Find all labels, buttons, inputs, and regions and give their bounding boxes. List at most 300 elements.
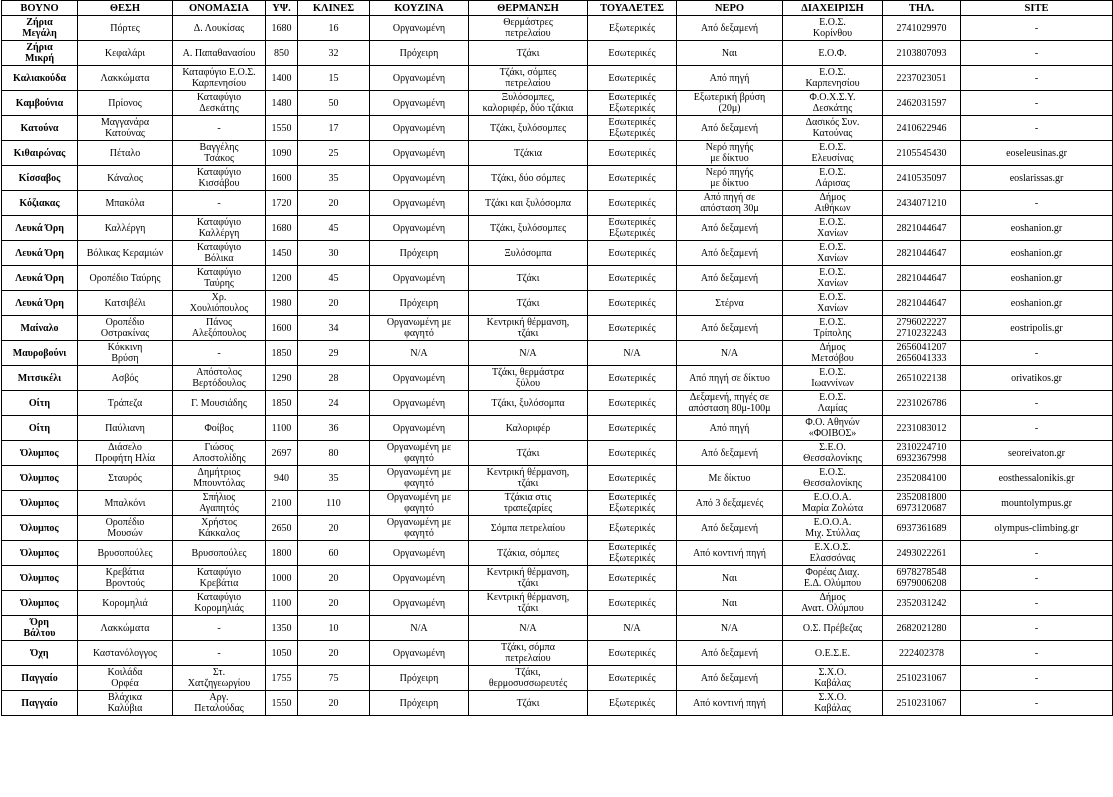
cell-phone xyxy=(883,666,961,691)
cell-position xyxy=(78,516,173,541)
cell-toilets xyxy=(588,491,677,516)
cell-toilets xyxy=(588,341,677,366)
cell-line: Χρ. xyxy=(211,292,227,303)
cell-kitchen xyxy=(370,391,469,416)
cell-line: Εξωτερικές xyxy=(608,522,656,534)
cell-line: Από πηγή xyxy=(709,422,750,434)
cell-name xyxy=(173,541,266,566)
cell-management xyxy=(783,41,883,66)
cell-toilets xyxy=(588,166,677,191)
table-row xyxy=(2,391,1113,416)
cell-altitude xyxy=(266,216,298,241)
cell-line: Οργανωμένη xyxy=(392,597,446,609)
cell-line: Καταφύγιο xyxy=(196,242,242,253)
cell-position xyxy=(78,16,173,41)
header-altitude: ΥΨ. xyxy=(266,1,298,16)
cell-line: Στ. xyxy=(212,667,226,678)
cell-mountain xyxy=(2,466,78,491)
cell-heating xyxy=(469,166,588,191)
cell-line: 1980 xyxy=(271,297,292,309)
cell-line: 2237023051 xyxy=(896,72,947,84)
cell-line: Από δεξαμενή xyxy=(700,522,759,534)
cell-line: eoslarissas.gr xyxy=(1009,172,1064,184)
cell-line: - xyxy=(1034,197,1039,209)
cell-line: Ξυλόσομπες, xyxy=(501,92,555,103)
cell-kitchen xyxy=(370,41,469,66)
cell-mountain xyxy=(2,391,78,416)
cell-heating xyxy=(469,591,588,616)
cell-name xyxy=(173,216,266,241)
cell-line: Βρυσοπούλες xyxy=(97,547,153,559)
cell-line: 2510231067 xyxy=(896,697,947,709)
cell-line: Ο.Σ. Πρέβεζας xyxy=(802,622,863,634)
table-row xyxy=(2,316,1113,341)
cell-line: Εξωτερικές xyxy=(608,228,656,239)
cell-line: φαγητό xyxy=(404,328,434,339)
cell-line: Κάκκαλος xyxy=(198,528,240,539)
cell-line: Κεντρική θέρμανση, xyxy=(486,467,570,478)
cell-line: Οργανωμένη με xyxy=(386,492,452,503)
cell-line: 20 xyxy=(328,597,339,609)
cell-line: 2682021280 xyxy=(896,622,947,634)
cell-line: 1200 xyxy=(271,272,292,284)
cell-water xyxy=(677,191,783,216)
header-kitchen: ΚΟΥΖΙΝΑ xyxy=(370,1,469,16)
cell-line: Τζάκι, σόμπα xyxy=(501,642,555,653)
cell-line: φαγητό xyxy=(404,453,434,464)
cell-line: Μπαλκόνι xyxy=(104,497,146,509)
cell-beds xyxy=(298,141,370,166)
cell-name xyxy=(173,316,266,341)
cell-water xyxy=(677,491,783,516)
cell-management xyxy=(783,66,883,91)
cell-line: Εσωτερικές xyxy=(608,542,656,553)
header-site: SITE xyxy=(961,1,1113,16)
cell-site xyxy=(961,491,1113,516)
cell-line: Δημήτριος xyxy=(197,467,241,478)
cell-line: 6932367998 xyxy=(896,453,947,464)
cell-line: 2310224710 xyxy=(896,442,947,453)
table-row xyxy=(2,566,1113,591)
cell-site xyxy=(961,216,1113,241)
cell-position xyxy=(78,241,173,266)
cell-water xyxy=(677,516,783,541)
cell-line: 20 xyxy=(328,522,339,534)
cell-line: Ε.Ο.Σ. xyxy=(819,467,846,478)
cell-line: Όλυμπος xyxy=(20,597,59,609)
cell-name xyxy=(173,341,266,366)
cell-line: - xyxy=(1034,597,1039,609)
cell-management xyxy=(783,216,883,241)
cell-beds xyxy=(298,366,370,391)
cell-management xyxy=(783,391,883,416)
cell-line: Από δεξαμενή xyxy=(700,322,759,334)
cell-position xyxy=(78,391,173,416)
cell-line: Εσωτερικές xyxy=(608,672,656,684)
cell-line: ξύλου xyxy=(515,378,541,389)
cell-altitude xyxy=(266,141,298,166)
cell-line: 2100 xyxy=(271,497,292,509)
cell-heating xyxy=(469,566,588,591)
cell-line: Από κοντινή πηγή xyxy=(693,697,766,709)
cell-beds xyxy=(298,516,370,541)
cell-site xyxy=(961,541,1113,566)
table-row xyxy=(2,641,1113,666)
table-row xyxy=(2,191,1113,216)
cell-kitchen xyxy=(370,666,469,691)
cell-line: Κεντρική θέρμανση, xyxy=(486,317,570,328)
cell-line: Σ.Χ.Ο. xyxy=(818,692,847,703)
cell-line: Γ. Μουσιάδης xyxy=(191,397,247,409)
cell-line: 1850 xyxy=(271,397,292,409)
table-row xyxy=(2,416,1113,441)
cell-toilets xyxy=(588,16,677,41)
cell-water xyxy=(677,91,783,116)
cell-water xyxy=(677,66,783,91)
cell-line: Οργανωμένη xyxy=(392,547,446,559)
cell-line: 25 xyxy=(328,147,339,159)
cell-beds xyxy=(298,266,370,291)
cell-phone xyxy=(883,691,961,716)
cell-line: Εσωτερικές xyxy=(608,272,656,284)
cell-line: Εσωτερικές xyxy=(608,447,656,459)
cell-line: Σ.Χ.Ο. xyxy=(818,667,847,678)
cell-mountain xyxy=(2,616,78,641)
cell-management xyxy=(783,441,883,466)
cell-line: Κιθαιρώνας xyxy=(13,147,66,159)
cell-line: 20 xyxy=(328,197,339,209)
cell-kitchen xyxy=(370,66,469,91)
cell-line: Δασικός Συν. xyxy=(805,117,860,128)
cell-beds xyxy=(298,91,370,116)
cell-toilets xyxy=(588,41,677,66)
cell-mountain xyxy=(2,491,78,516)
cell-line: Οργανωμένη xyxy=(392,147,446,159)
cell-line: 28 xyxy=(328,372,339,384)
cell-management xyxy=(783,641,883,666)
cell-line: Τζάκι, ξυλόσομπες xyxy=(489,222,567,234)
cell-line: Λαμίας xyxy=(817,403,848,414)
cell-mountain xyxy=(2,691,78,716)
cell-line: 1600 xyxy=(271,172,292,184)
cell-line: eostripolis.gr xyxy=(1010,322,1063,334)
cell-line: φαγητό xyxy=(404,478,434,489)
cell-line: - xyxy=(1034,622,1039,634)
cell-position xyxy=(78,416,173,441)
cell-phone xyxy=(883,591,961,616)
cell-heating xyxy=(469,241,588,266)
cell-line: - xyxy=(217,197,221,209)
cell-line: Τζάκι, ξυλόσομπα xyxy=(491,397,565,409)
cell-line: - xyxy=(217,347,221,359)
cell-position xyxy=(78,191,173,216)
cell-line: Θεσσαλονίκης xyxy=(803,453,862,464)
cell-line: Εσωτερικές xyxy=(608,147,656,159)
cell-line: 34 xyxy=(328,322,339,334)
cell-line: 2651022138 xyxy=(896,372,947,384)
header-water: ΝΕΡΟ xyxy=(677,1,783,16)
cell-water xyxy=(677,541,783,566)
cell-line: Οργανωμένη xyxy=(392,197,446,209)
cell-position xyxy=(78,316,173,341)
cell-line: Οργανωμένη xyxy=(392,422,446,434)
cell-site xyxy=(961,341,1113,366)
cell-altitude xyxy=(266,366,298,391)
cell-line: Εξωτερικές xyxy=(608,103,656,114)
cell-kitchen xyxy=(370,291,469,316)
cell-line: Αργ. xyxy=(209,692,229,703)
cell-line: Καλοριφέρ xyxy=(505,422,551,434)
cell-altitude xyxy=(266,266,298,291)
cell-line: 1680 xyxy=(271,222,292,234)
cell-line: Τζάκι xyxy=(516,47,540,59)
cell-altitude xyxy=(266,416,298,441)
table-row xyxy=(2,666,1113,691)
cell-toilets xyxy=(588,441,677,466)
cell-line: Λάρισας xyxy=(815,178,850,189)
cell-water xyxy=(677,291,783,316)
cell-kitchen xyxy=(370,241,469,266)
cell-kitchen xyxy=(370,216,469,241)
cell-position xyxy=(78,566,173,591)
cell-beds xyxy=(298,566,370,591)
cell-phone xyxy=(883,416,961,441)
cell-line: Χανίων xyxy=(817,278,848,289)
cell-line: Μουσών xyxy=(107,528,143,539)
table-row xyxy=(2,516,1113,541)
cell-site xyxy=(961,191,1113,216)
cell-phone xyxy=(883,516,961,541)
cell-line: Μιτσικέλι xyxy=(17,372,62,384)
table-row xyxy=(2,66,1113,91)
cell-line: Τζάκια xyxy=(513,147,543,159)
cell-water xyxy=(677,141,783,166)
cell-line: Κορομηλιάς xyxy=(194,603,244,614)
cell-management xyxy=(783,191,883,216)
cell-management xyxy=(783,16,883,41)
cell-line: Μαίναλο xyxy=(20,322,59,334)
cell-toilets xyxy=(588,191,677,216)
cell-line: 2352031242 xyxy=(896,597,947,609)
cell-line: Παγγαίο xyxy=(21,697,58,709)
table-row xyxy=(2,466,1113,491)
cell-line: Ε.Ο.Σ. xyxy=(819,217,846,228)
cell-line: 1720 xyxy=(271,197,292,209)
cell-line: Οργανωμένη xyxy=(392,572,446,584)
cell-line: 2352081800 xyxy=(896,492,947,503)
cell-mountain xyxy=(2,541,78,566)
cell-mountain xyxy=(2,116,78,141)
cell-line: Από 3 δεξαμενές xyxy=(695,497,764,509)
cell-line: φαγητό xyxy=(404,503,434,514)
cell-line: Ε.Ο.Σ. xyxy=(819,367,846,378)
cell-line: Εσωτερικές xyxy=(608,92,656,103)
cell-phone xyxy=(883,391,961,416)
cell-mountain xyxy=(2,341,78,366)
cell-line: 36 xyxy=(328,422,339,434)
cell-line: N/A xyxy=(623,347,641,359)
cell-line: eosthessalonikis.gr xyxy=(998,472,1075,484)
cell-heating xyxy=(469,541,588,566)
cell-phone xyxy=(883,141,961,166)
cell-line: Νερό πηγής xyxy=(705,142,754,153)
cell-kitchen xyxy=(370,416,469,441)
cell-beds xyxy=(298,316,370,341)
cell-line: N/A xyxy=(519,347,537,359)
cell-line: Εσωτερικές xyxy=(608,492,656,503)
cell-line: eoshanion.gr xyxy=(1010,222,1063,234)
cell-line: - xyxy=(1034,647,1039,659)
cell-line: Αιθήκων xyxy=(814,203,851,214)
cell-line: - xyxy=(1034,22,1039,34)
cell-line: Κίσσαβος xyxy=(18,172,61,184)
cell-toilets xyxy=(588,666,677,691)
cell-line: Ε.Ο.Σ. xyxy=(819,67,846,78)
cell-line: Σ.Ε.Ο. xyxy=(819,442,846,453)
cell-line: Τζάκι xyxy=(516,447,540,459)
cell-line: Αποστολίδης xyxy=(192,453,246,464)
cell-management xyxy=(783,266,883,291)
cell-line: Πεταλούδας xyxy=(194,703,244,714)
cell-line: - xyxy=(1034,72,1039,84)
cell-beds xyxy=(298,16,370,41)
cell-line: Εσωτερικές xyxy=(608,197,656,209)
cell-kitchen xyxy=(370,191,469,216)
cell-water xyxy=(677,41,783,66)
cell-phone xyxy=(883,116,961,141)
table-row xyxy=(2,291,1113,316)
table-row xyxy=(2,691,1113,716)
header-mountain: ΒΟΥΝΟ xyxy=(2,1,78,16)
cell-line: Καταφύγιο xyxy=(196,267,242,278)
cell-line: 2656041333 xyxy=(896,353,947,364)
cell-toilets xyxy=(588,541,677,566)
cell-toilets xyxy=(588,241,677,266)
cell-line: - xyxy=(1034,697,1039,709)
cell-kitchen xyxy=(370,591,469,616)
cell-line: 6979006208 xyxy=(896,578,947,589)
cell-line: Χατζηγεωργίου xyxy=(187,678,251,689)
cell-altitude xyxy=(266,516,298,541)
cell-line: Οροπέδιο xyxy=(105,517,145,528)
cell-toilets xyxy=(588,466,677,491)
cell-altitude xyxy=(266,616,298,641)
cell-line: 10 xyxy=(328,622,339,634)
cell-line: Κόκκινη xyxy=(107,342,143,353)
cell-line: Τράπεζα xyxy=(107,397,143,409)
cell-line: Ε.Δ. Ολύμπου xyxy=(803,578,862,589)
cell-position xyxy=(78,41,173,66)
cell-line: Οργανωμένη xyxy=(392,647,446,659)
cell-kitchen xyxy=(370,466,469,491)
cell-water xyxy=(677,216,783,241)
cell-kitchen xyxy=(370,166,469,191)
cell-line: Ε.Ο.Ο.Α. xyxy=(813,517,852,528)
cell-site xyxy=(961,66,1113,91)
cell-line: - xyxy=(217,122,221,134)
cell-line: 2821044647 xyxy=(896,272,947,284)
cell-altitude xyxy=(266,691,298,716)
cell-line: Τζάκια στις xyxy=(504,492,552,503)
cell-line: Χρήστος xyxy=(201,517,237,528)
cell-line: 1400 xyxy=(271,72,292,84)
cell-line: Όλυμπος xyxy=(20,547,59,559)
cell-line: 1350 xyxy=(271,622,292,634)
cell-line: Οργανωμένη xyxy=(392,72,446,84)
cell-line: Μαυροβούνι xyxy=(12,347,67,359)
cell-beds xyxy=(298,66,370,91)
cell-water xyxy=(677,566,783,591)
cell-name xyxy=(173,16,266,41)
cell-water xyxy=(677,591,783,616)
cell-line: 1680 xyxy=(271,22,292,34)
cell-phone xyxy=(883,41,961,66)
cell-mountain xyxy=(2,91,78,116)
cell-management xyxy=(783,691,883,716)
cell-altitude xyxy=(266,91,298,116)
cell-line: Λευκά Όρη xyxy=(15,297,64,309)
cell-kitchen xyxy=(370,341,469,366)
cell-line: Νερό πηγής xyxy=(705,167,754,178)
cell-phone xyxy=(883,441,961,466)
cell-site xyxy=(961,116,1113,141)
cell-line: Από πηγή xyxy=(709,72,750,84)
cell-line: Κατούνα xyxy=(20,122,59,134)
cell-mountain xyxy=(2,316,78,341)
cell-line: N/A xyxy=(410,347,428,359)
cell-line: Καβάλας xyxy=(814,703,851,714)
cell-line: Οργανωμένη με xyxy=(386,517,452,528)
cell-line: Ιωαννίνων xyxy=(811,378,854,389)
cell-water xyxy=(677,366,783,391)
cell-beds xyxy=(298,241,370,266)
header-name: ΟΝΟΜΑΣΙΑ xyxy=(173,1,266,16)
cell-line: Όλυμπος xyxy=(20,572,59,584)
cell-position xyxy=(78,141,173,166)
cell-line: Τζάκι, xyxy=(515,667,541,678)
cell-line: Ε.Ο.Σ. xyxy=(819,267,846,278)
cell-line: Οργανωμένη xyxy=(392,397,446,409)
cell-line: Οστρακίνας xyxy=(100,328,150,339)
cell-kitchen xyxy=(370,491,469,516)
cell-line: Βρύση xyxy=(111,353,139,364)
cell-line: 60 xyxy=(328,547,339,559)
cell-mountain xyxy=(2,266,78,291)
header-beds: ΚΛΙΝΕΣ xyxy=(298,1,370,16)
cell-position xyxy=(78,166,173,191)
cell-toilets xyxy=(588,366,677,391)
cell-management xyxy=(783,316,883,341)
cell-line: θερμοσυσσωρευτές xyxy=(488,678,568,689)
cell-line: Πόρτες xyxy=(110,22,140,34)
cell-line: Ελασσόνας xyxy=(809,553,856,564)
cell-line: Βάλτου xyxy=(23,628,56,639)
cell-line: Τζάκι xyxy=(516,697,540,709)
cell-line: Καταφύγιο xyxy=(196,92,242,103)
cell-site xyxy=(961,241,1113,266)
cell-heating xyxy=(469,266,588,291)
cell-line: Πρόχειρη xyxy=(399,47,439,59)
cell-line: Εξωτερικές xyxy=(608,503,656,514)
cell-line: Ε.Χ.Ο.Σ. xyxy=(814,542,851,553)
cell-line: Από δεξαμενή xyxy=(700,122,759,134)
cell-line: mountolympus.gr xyxy=(1001,497,1072,509)
cell-phone xyxy=(883,466,961,491)
cell-line: τζάκι xyxy=(517,578,539,589)
cell-water xyxy=(677,416,783,441)
cell-line: Ε.Ο.Σ. xyxy=(819,317,846,328)
cell-heating xyxy=(469,216,588,241)
